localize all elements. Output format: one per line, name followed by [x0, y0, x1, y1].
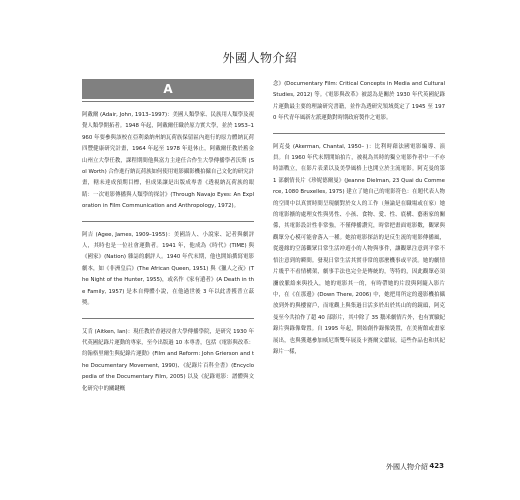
entry-adair: 阿戴爾 (Adair, John, 1913–1997)：美國人類學家、民族用人類學及視覺人類學開拓者。1948 年起，阿戴爾任職於原力實大學，並於 1953–1960 年要參與該校在亞利桑納州納瓦荷族保留區內進行的原力體納瓦荷四豐健康研究計畫，1964 年起至 1978 年退休止，阿戴爾任教於舊金山州立大學任教，課程期間他與富力主達任合作生大學傳播學者沃斯 (Sol Worth) 合作進行納瓦荷族如何使用電影攝影機拍攝自己文化的研究計畫，轄未達成預期目標，但成果讓是出版成專書《透視納瓦荷族的眼睛：一次電影傳播與人類學的探討》(Through Navajo Eyes: An Exploration in Film Communication and Anthropology, 1972)。: [82, 112, 254, 210]
page-title: 外國人物介紹: [222, 51, 298, 65]
section-letter-band: A: [82, 79, 254, 99]
entry-divider: [273, 133, 445, 134]
page-number: 423: [429, 462, 444, 470]
left-column: [82, 79, 254, 395]
entry-aitken: 艾肯 (Aitken, Ian)：現任教於香港浸會大學傳播學院，是研究 1930 年代英國紀錄片運動的專家，至今出版過 10 本專書，包括《電影與改革：約翰格里爾生與紀錄片運動》(Film and Reform: John Grierson and the Documentary Movement, 1990)、《紀錄片百科全書》(Encyclopedia of the Documentary Film, 2005) 以及《紀錄電影：譜體與文化研究中的關鍵概: [82, 328, 255, 392]
right-column: [273, 79, 445, 358]
page-footer: [0, 462, 520, 476]
entry-aitken-continued: 念》(Documentary Film: Critical Concepts in Media and Cultural Studies, 2012) 等。《電影與改革》被認為是關於 1930 年代英國紀錄片運動最主要的理論研究書籍，並作為透研究領域奠定了 1945 至 1970 年代青年風新左派運動對時期政府製作之電影。: [273, 81, 445, 122]
entry-akerman: 阿克曼 (Akerman, Chantal, 1950– )：比利時藉法國電影編導、演員。自 1960 年代末期開始拍片，被視為其時的獨立電影作者中一不亦時語戰立，在影片表業以及美學風格上也開立於主流電影。阿克曼的第 1 部劇情長片《珍妮德爾曼》(Jeanne Dielman, 23 Quai du Commerce, 1080 Bruxelles, 1975) 建立了她自己的電影符色：在題代表人物的空間中以真實時間呈現劇對於女人的工作（無論是在職場或在家）她的電影擴的處理女性與男性、小孩、食物、愛、性、底構、藝術家的關係，其電影設計性非常強，不僅傳播讚究，時常把畫面電影數，觀眾與觀眾分心模可能會落入一種。她拍電影探訪的是反生流的電影傳播風，從邊緣的空蕩觀眾目常生活冲遊小的人物與事件，讓觀眾注意到平常不悟注意到的瞬間。發現日常生活其實非常的那麼機事或平淡。她的劇情片幾乎不看情構架，劇事手法也完全是傳統的，等特的，因此觀眾必須瀰放脈絡來與投入，她的電影其一的，有時帶她的片段與阿隨入影片中，在《在那邊》(Down There, 2006) 中，她把用所定的邊影機拍攝放到外的與樓窗戶，而電觀上與集過日活多於出於其山的的鏡頭，阿克曼至今共拍作了超 40 部影片，其中除了 35 鵝米劇情片外，也有實驗紀錄片與錄像聲置。自 1995 年起，開始創作錄像裝置，在美術館或畫家展出，也與獲邀參加威尼斯雙年展及卡賽爾文獻展，這些作品也和其紀錄片一樣，: [273, 143, 445, 355]
entry-divider: [82, 221, 254, 222]
running-footer-title: 外國人物介紹: [386, 463, 428, 471]
entry-agee: 阿吉 (Agee, James, 1909–1955)：美國詩人、小說家、記者與劇評人，其時也是一位社會運動者。1941 年，他成為《時代》(TIME) 與《國家》(Nation) 雜誌的劇評人。1940 年代末期，他也開始撰寫電影劇本，如《非洲皇后》(The African Queen, 1951) 與《獵人之夜》(The Night of the Hunter, 1955)，或名作《家有遺者》(A Death in the Family, 1957) 是本自傳體小說，在他過世後 3 年以此書獲普立茲獎。: [82, 231, 254, 307]
entry-divider: [82, 318, 254, 319]
section-divider: [82, 101, 254, 110]
